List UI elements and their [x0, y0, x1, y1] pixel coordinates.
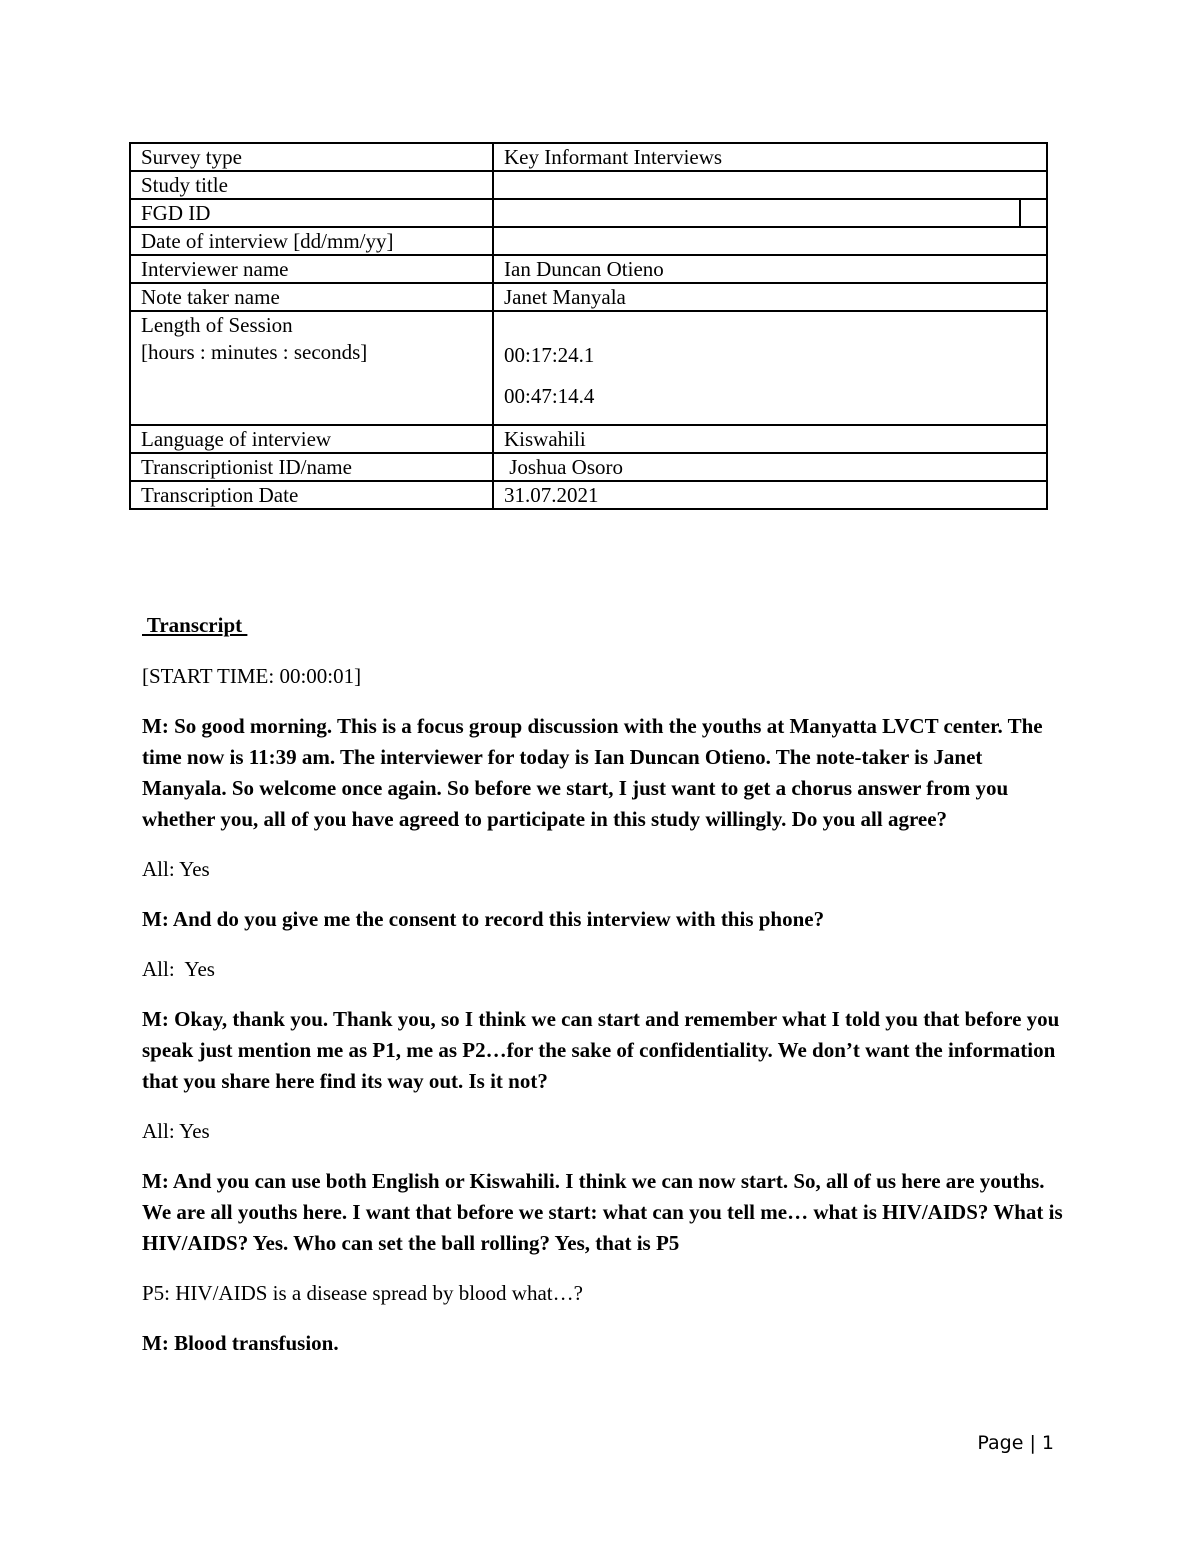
field-label: Note taker name — [130, 283, 493, 311]
table-row — [130, 171, 1047, 199]
participant-line: All: Yes — [142, 857, 210, 881]
field-value: Key Informant Interviews — [493, 143, 1047, 171]
field-label: Transcription Date — [130, 481, 493, 509]
fgd-id-cell — [493, 199, 1047, 227]
table-row-session-length — [130, 311, 1047, 425]
moderator-line: M: So good morning. This is a focus group discussion with the youths at Manyatta LVCT center. The time now is 11:39 am. The interviewer for today is Ian Duncan Otieno. The note-taker is Janet Manyala. So welcome once again. So before we start, I just want to get a chorus answer from you whether you, all of you have agreed to participate in this study willingly. Do you all agree? — [142, 714, 1043, 831]
participant-line: All: Yes — [142, 957, 215, 981]
field-value: 31.07.2021 — [493, 481, 1047, 509]
field-label: Date of interview [dd/mm/yy] — [130, 227, 493, 255]
table-row — [130, 425, 1047, 453]
transcript-section — [142, 610, 1072, 1378]
participant-line: P5: HIV/AIDS is a disease spread by blood what…? — [142, 1281, 583, 1305]
field-value — [493, 227, 1047, 255]
field-value: Kiswahili — [493, 425, 1047, 453]
table-row — [130, 283, 1047, 311]
table-row — [130, 453, 1047, 481]
table-row — [130, 199, 1047, 227]
moderator-line: M: And you can use both English or Kiswahili. I think we can now start. So, all of us here are youths. We are all youths here. I want that before we start: what can you tell me… what is HIV/AIDS? What is HIV/AIDS? Yes. Who can set the ball rolling? Yes, that is P5 — [142, 1169, 1063, 1255]
fgd-id-box — [1019, 200, 1046, 226]
field-value: Ian Duncan Otieno — [493, 255, 1047, 283]
session-length-values — [493, 311, 1047, 425]
transcript-heading: Transcript — [142, 613, 248, 637]
moderator-line: M: And do you give me the consent to record this interview with this phone? — [142, 907, 825, 931]
session-label-format: [hours : minutes : seconds] — [141, 340, 368, 364]
moderator-line: M: Blood transfusion. — [142, 1331, 339, 1355]
field-label: Survey type — [130, 143, 493, 171]
table-row — [130, 481, 1047, 509]
field-value — [493, 171, 1047, 199]
field-value: Janet Manyala — [493, 283, 1047, 311]
moderator-line: M: Okay, thank you. Thank you, so I think we can start and remember what I told you that before you speak just mention me as P1, me as P2…for the sake of confidentiality. We don’t want the information that you share here find its way out. Is it not? — [142, 1007, 1060, 1093]
session-length-value: 00:47:14.4 — [504, 384, 595, 408]
session-label-line: Length of Session — [141, 313, 293, 337]
page-number: Page | 1 — [977, 1432, 1054, 1454]
field-label: Language of interview — [130, 425, 493, 453]
table-row — [130, 227, 1047, 255]
metadata-table — [129, 142, 1048, 510]
session-length-label — [130, 311, 493, 425]
field-value: Joshua Osoro — [493, 453, 1047, 481]
start-time: [START TIME: 00:00:01] — [142, 664, 362, 688]
table-row — [130, 255, 1047, 283]
participant-line: All: Yes — [142, 1119, 210, 1143]
table-row — [130, 143, 1047, 171]
field-label: Interviewer name — [130, 255, 493, 283]
field-label: FGD ID — [130, 199, 493, 227]
field-label: Study title — [130, 171, 493, 199]
session-length-value: 00:17:24.1 — [504, 343, 595, 367]
field-label: Transcriptionist ID/name — [130, 453, 493, 481]
